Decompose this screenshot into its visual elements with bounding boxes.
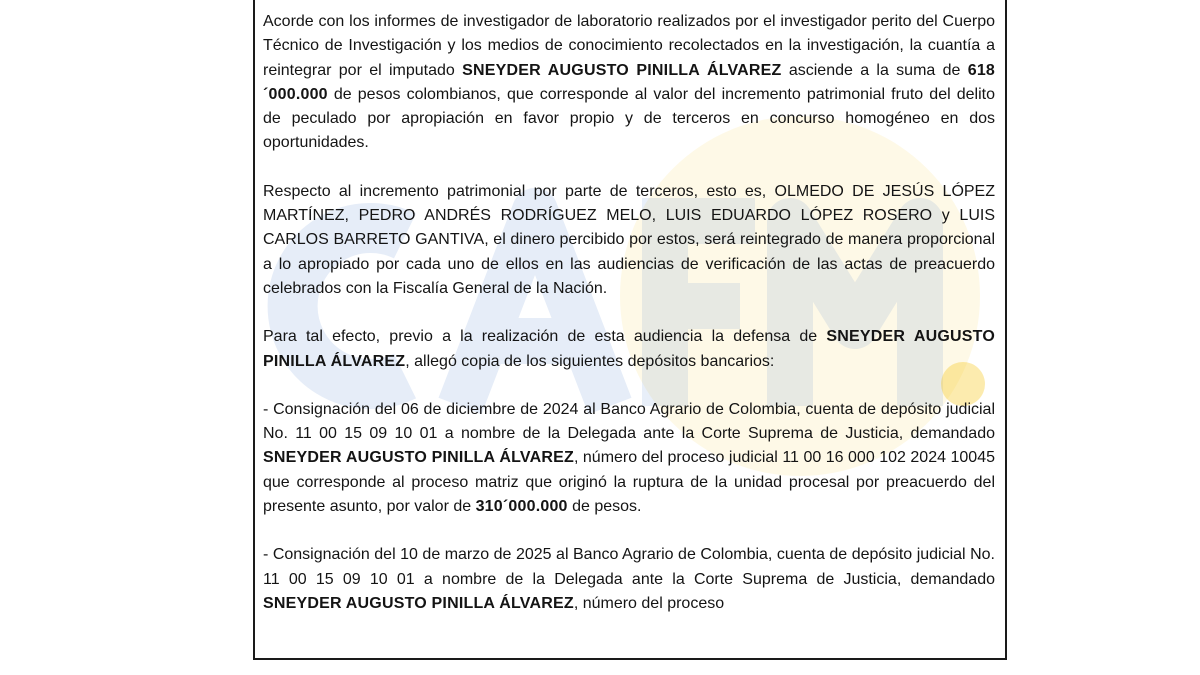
text-run: - Consignación del 10 de marzo de 2025 al Banco Agrario de Colombia, cuenta de depósito judicial No. 11 00 15 09 10 01 a nombre de la Delegada ante la Corte Suprema de Justicia, demandado [263, 546, 995, 588]
text-run: Acorde con los informes de investigador de laboratorio realizados por el investigador perito del Cuerpo Técnico de Investigación y los medios de conocimiento recolectados en la investigación, la cuantía a reintegrar por el imputado [263, 13, 995, 79]
text-run: asciende a la suma de [781, 61, 968, 79]
text-run: de pesos. [567, 498, 642, 516]
text-run: de pesos colombianos, que corresponde al valor del incremento patrimonial fruto del delito de peculado por apropiación en favor propio y de terceros en concurso homogéneo en dos oportunidades. [263, 85, 995, 152]
text-run: , allegó copia de los siguientes depósitos bancarios: [405, 352, 775, 370]
bold-text: 618´000.000 [263, 61, 996, 103]
paragraph-2 [263, 180, 995, 301]
text-run: Respecto al incremento patrimonial por parte de terceros, esto es, OLMEDO DE JESÚS LÓPEZ MARTÍNEZ, PEDRO ANDRÉS RODRÍGUEZ MELO, LUIS EDUARDO LÓPEZ ROSERO y LUIS CARLOS BARRETO GANTIVA, el dinero percibido por estos, será reintegrado de manera proporcional a lo apropiado por cada uno de ellos en las audiencias de verificación de las actas de preacuerdo celebrados con la Fiscalía General de la Nación. [263, 182, 995, 297]
text-run: , número del proceso judicial 11 00 16 000 102 2024 10045 que corresponde al proceso matriz que originó la ruptura de la unidad procesal por preacuerdo del presente asunto, por valor de [263, 449, 995, 516]
document-page [253, 0, 1007, 660]
bold-text: SNEYDER AUGUSTO PINILLA ÁLVAREZ [462, 61, 782, 79]
bold-text: SNEYDER AUGUSTO PINILLA ÁLVAREZ [263, 328, 996, 370]
bold-text: 310´000.000 [475, 498, 568, 516]
document-body [263, 10, 995, 640]
text-run: Para tal efecto, previo a la realización de esta audiencia la defensa de [263, 328, 827, 346]
paragraph-4 [263, 398, 995, 519]
text-run: - Consignación del 06 de diciembre de 2024 al Banco Agrario de Colombia, cuenta de depósito judicial No. 11 00 15 09 10 01 a nombre de la Delegada ante la Corte Suprema de Justicia, demandado [263, 400, 995, 443]
paragraph-1 [263, 10, 995, 156]
paragraph-5 [263, 543, 995, 616]
text-run: , número del proceso [573, 594, 725, 612]
paragraph-3 [263, 325, 995, 374]
bold-text: SNEYDER AUGUSTO PINILLA ÁLVAREZ [263, 594, 574, 612]
bold-text: SNEYDER AUGUSTO PINILLA ÁLVAREZ [263, 449, 574, 467]
